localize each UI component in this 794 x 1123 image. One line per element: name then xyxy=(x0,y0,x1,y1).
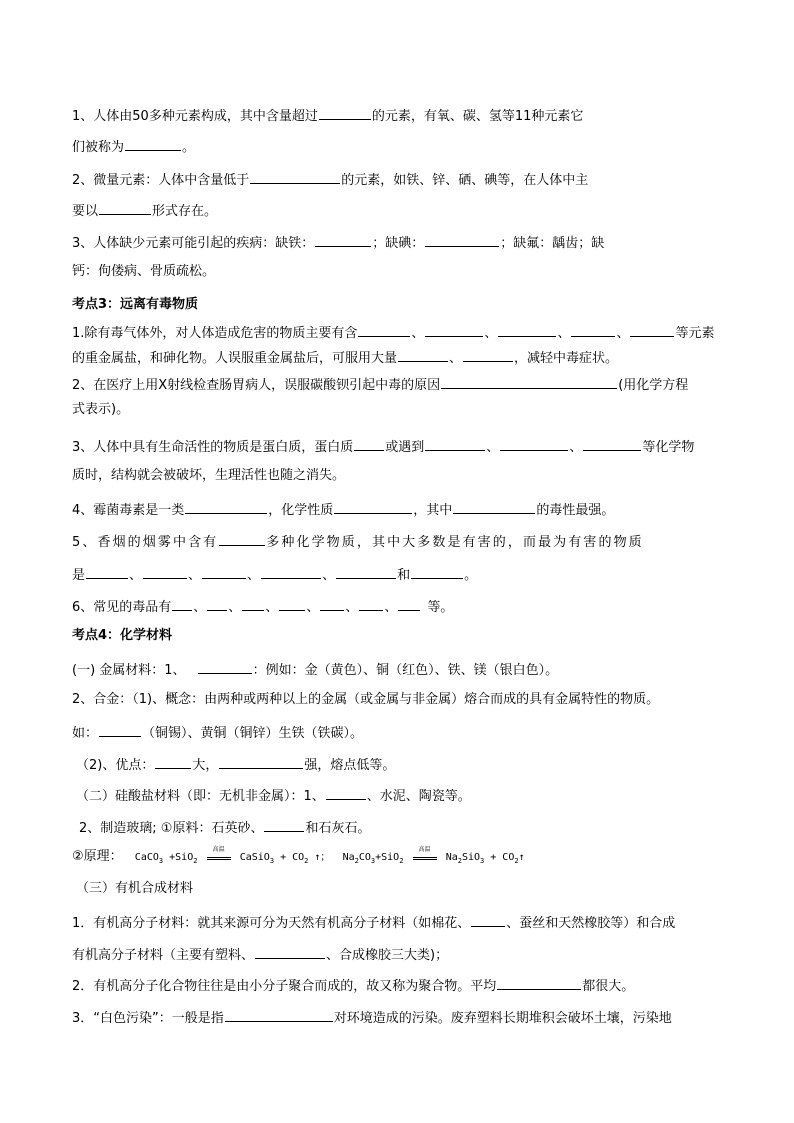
toxic-q2-line xyxy=(72,375,732,394)
toxic-q3-line xyxy=(72,437,732,456)
alloy-line-2 xyxy=(72,723,732,742)
fill-blank[interactable] xyxy=(315,233,371,247)
text: 、 xyxy=(129,568,143,583)
text: 和石灰石。 xyxy=(305,821,371,836)
fill-blank[interactable] xyxy=(86,565,128,579)
fill-blank[interactable] xyxy=(359,597,383,611)
text: ；缺氟：龋齿；缺 xyxy=(500,236,605,251)
fill-blank[interactable] xyxy=(630,323,674,337)
text: （铜锡）、黄铜（铜锌）生铁（铁碳）。 xyxy=(142,726,364,741)
fill-blank[interactable] xyxy=(441,375,617,389)
text: 3、人体缺少元素可能引起的疾病：缺铁： xyxy=(72,236,315,251)
text: 对环境造成的污染。废弃塑料长期堆积会破坏土壤，污染地 xyxy=(333,1011,672,1026)
text: 和 xyxy=(397,568,411,583)
fill-blank[interactable] xyxy=(583,437,641,451)
fill-blank[interactable] xyxy=(185,500,267,514)
text: 如： xyxy=(72,726,99,741)
toxic-q3-line-2 xyxy=(72,468,732,484)
heat-condition: 高温 xyxy=(411,850,439,864)
fill-blank[interactable] xyxy=(498,323,556,337)
toxic-q1-line-2 xyxy=(72,348,732,367)
text: (用化学方程 xyxy=(618,378,689,393)
fill-blank[interactable] xyxy=(172,597,192,611)
text: 、 xyxy=(188,568,202,583)
fill-blank[interactable] xyxy=(358,323,410,337)
metal-line xyxy=(72,660,732,679)
equation-1: CaCO$_3$ +SiO$_2$ xyxy=(134,852,198,865)
fill-blank[interactable] xyxy=(571,323,615,337)
text: ，减轻中毒症状。 xyxy=(514,351,619,366)
text: 的重金属盐，和砷化物。人误服重金属盐后，可服用大量 xyxy=(72,351,398,366)
text: 、 xyxy=(449,351,463,366)
fill-blank[interactable] xyxy=(336,565,396,579)
toxic-q4-line xyxy=(72,500,732,519)
q2-line xyxy=(72,170,732,189)
text: 2、合金：（1)、概念：由两种或两种以上的金属（或金属与非金属）熔合而成的具有金属特性的物质。 xyxy=(72,692,660,707)
text: 是 xyxy=(72,568,86,583)
fill-blank[interactable] xyxy=(143,565,187,579)
text: 形式存在。 xyxy=(152,204,218,219)
fill-blank[interactable] xyxy=(264,818,304,832)
fill-blank[interactable] xyxy=(411,565,463,579)
fill-blank[interactable] xyxy=(320,597,344,611)
text: 都很大。 xyxy=(582,979,635,994)
fill-blank[interactable] xyxy=(242,597,264,611)
alloy-advantage-line xyxy=(76,755,736,774)
glass-line xyxy=(79,818,739,837)
fill-blank[interactable] xyxy=(425,233,499,247)
text: 1、人体由50多种元素构成，其中含量超过 xyxy=(72,109,318,124)
text: 的元素，如铁、锌、硒、碘等，在人体中主 xyxy=(341,173,589,188)
text: 、 xyxy=(306,600,320,615)
fill-blank[interactable] xyxy=(225,1008,333,1022)
text: 5、香烟的烟雾中含有 xyxy=(72,535,219,550)
text: 等元素 xyxy=(675,326,715,341)
text: 、 xyxy=(193,600,207,615)
fill-blank[interactable] xyxy=(497,976,581,990)
text: 、 xyxy=(322,568,336,583)
text: ②原理： xyxy=(72,849,123,864)
text: ，化学性质 xyxy=(268,503,334,518)
text: 4、霉菌毒素是一类 xyxy=(72,503,185,518)
glass-equation-line: ②原理： CaCO$_3$ +SiO$_2$ 高温 CaSiO$_3$ + $CO_2$ ↑； $Na_2CO_3+SiO_2$ 高温 $Na_2SiO_3$ + $CO_2↑$ xyxy=(72,845,525,865)
fill-blank[interactable] xyxy=(198,660,252,674)
text: 们被称为 xyxy=(72,140,125,155)
text: 大， xyxy=(192,758,219,773)
fill-blank[interactable] xyxy=(207,597,227,611)
text: (一) 金属材料：1、 xyxy=(72,663,186,678)
section-heading-4: 考点4：化学材料 xyxy=(72,628,173,643)
text: 、合成橡胶三大类)； xyxy=(326,948,449,963)
text: 质时，结构就会被破坏，生理活性也随之消失。 xyxy=(72,468,346,483)
text: ，其中 xyxy=(413,503,453,518)
fill-blank[interactable] xyxy=(463,348,513,362)
q2-line-2 xyxy=(72,201,732,220)
fill-blank[interactable] xyxy=(398,597,420,611)
text: 、 xyxy=(228,600,242,615)
text: 6、常见的毒品有 xyxy=(72,600,172,615)
text: 、 xyxy=(569,440,583,455)
q1-line-2 xyxy=(72,137,732,156)
toxic-q2-line-2 xyxy=(72,402,732,418)
silicate-line xyxy=(76,786,736,805)
fill-blank[interactable] xyxy=(155,755,191,769)
text: 1.除有毒气体外，对人体造成危害的物质主要有含 xyxy=(72,326,358,341)
text: 、蚕丝和天然橡胶等）和合成 xyxy=(506,916,676,931)
organic-q1-line-2 xyxy=(72,945,732,964)
text: 多种化学物质，其中大多数是有害的，而最为有害的物质 xyxy=(266,535,644,550)
fill-blank[interactable] xyxy=(279,597,305,611)
text: 、 xyxy=(247,568,261,583)
fill-blank[interactable] xyxy=(334,500,412,514)
text: 1．有机高分子材料：就其来源可分为天然有机高分子材料（如棉花、 xyxy=(72,916,471,931)
text: 强，熔点低等。 xyxy=(304,758,396,773)
text: ：例如：金（黄色）、铜（红色）、铁、镁（银白色）。 xyxy=(252,663,559,678)
fill-blank[interactable] xyxy=(219,755,303,769)
toxic-q5-line xyxy=(72,532,732,551)
fill-blank[interactable] xyxy=(219,532,265,546)
text: 、 xyxy=(411,326,425,341)
fill-blank[interactable] xyxy=(398,348,448,362)
text: 、 xyxy=(265,600,279,615)
text: 的元素，有氧、碳、氢等11种元素它 xyxy=(371,109,584,124)
organic-heading: （三）有机合成材料 xyxy=(76,881,194,896)
fill-blank[interactable] xyxy=(250,170,340,184)
fill-blank[interactable] xyxy=(99,723,141,737)
text: 钙：佝偻病、骨质疏松。 xyxy=(72,264,216,279)
q1-line xyxy=(72,106,732,125)
fill-blank[interactable] xyxy=(202,565,246,579)
text: 、 xyxy=(384,600,398,615)
text: 、 xyxy=(616,326,630,341)
organic-q3-line xyxy=(72,1008,732,1027)
fill-blank[interactable] xyxy=(425,437,485,451)
q3-line-2 xyxy=(72,264,732,280)
toxic-q1-line xyxy=(72,323,732,342)
section-heading-3: 考点3：远离有毒物质 xyxy=(72,297,199,312)
text: 3．“白色污染”：一般是指 xyxy=(72,1011,224,1026)
text: 的毒性最强。 xyxy=(536,503,615,518)
fill-blank[interactable] xyxy=(471,913,505,927)
text: 3、人体中具有生命活性的物质是蛋白质，蛋白质 xyxy=(72,440,354,455)
text: 有机高分子材料（主要有塑料、 xyxy=(72,948,255,963)
text: 2、制造玻璃; ①原料：石英砂、 xyxy=(79,821,264,836)
text: 、水泥、陶瓷等。 xyxy=(366,789,471,804)
text: 2．有机高分子化合物往往是由小分子聚合而成的，故又称为聚合物。平均 xyxy=(72,979,497,994)
organic-q2-line xyxy=(72,976,732,995)
text: （2)、优点： xyxy=(76,758,155,773)
alloy-line xyxy=(72,692,732,708)
text: 式表示)。 xyxy=(72,402,130,417)
text: 、 xyxy=(557,326,571,341)
fill-blank[interactable] xyxy=(99,201,151,215)
fill-blank[interactable] xyxy=(125,137,181,151)
text: 2、微量元素：人体中含量低于 xyxy=(72,173,250,188)
organic-q1-line xyxy=(72,913,732,932)
text: 2、在医疗上用X射线检查肠胃病人，误服碳酸钡引起中毒的原因 xyxy=(72,378,441,393)
toxic-q6-line xyxy=(72,597,732,616)
fill-blank[interactable] xyxy=(354,437,384,451)
text: 要以 xyxy=(72,204,99,219)
toxic-q5-line-2 xyxy=(72,565,732,584)
text: 、 xyxy=(345,600,359,615)
fill-blank[interactable] xyxy=(319,106,371,120)
text: 、 xyxy=(486,440,500,455)
text: 或遇到 xyxy=(385,440,425,455)
equation-2: $Na_2CO_3+SiO_2$ xyxy=(342,852,404,865)
fill-blank[interactable] xyxy=(255,945,325,959)
fill-blank[interactable] xyxy=(326,786,366,800)
fill-blank[interactable] xyxy=(425,323,483,337)
text: 等化学物 xyxy=(642,440,695,455)
text: （二）硅酸盐材料（即：无机非金属）：1、 xyxy=(76,789,325,804)
q3-line xyxy=(72,233,732,252)
text: 、 xyxy=(484,326,498,341)
fill-blank[interactable] xyxy=(261,565,321,579)
text: 。 xyxy=(464,568,478,583)
text: 。 xyxy=(182,140,196,155)
text: ；缺碘： xyxy=(372,236,425,251)
heat-condition: 高温 xyxy=(205,850,233,864)
fill-blank[interactable] xyxy=(500,437,568,451)
text: 等。 xyxy=(427,600,454,615)
fill-blank[interactable] xyxy=(453,500,535,514)
